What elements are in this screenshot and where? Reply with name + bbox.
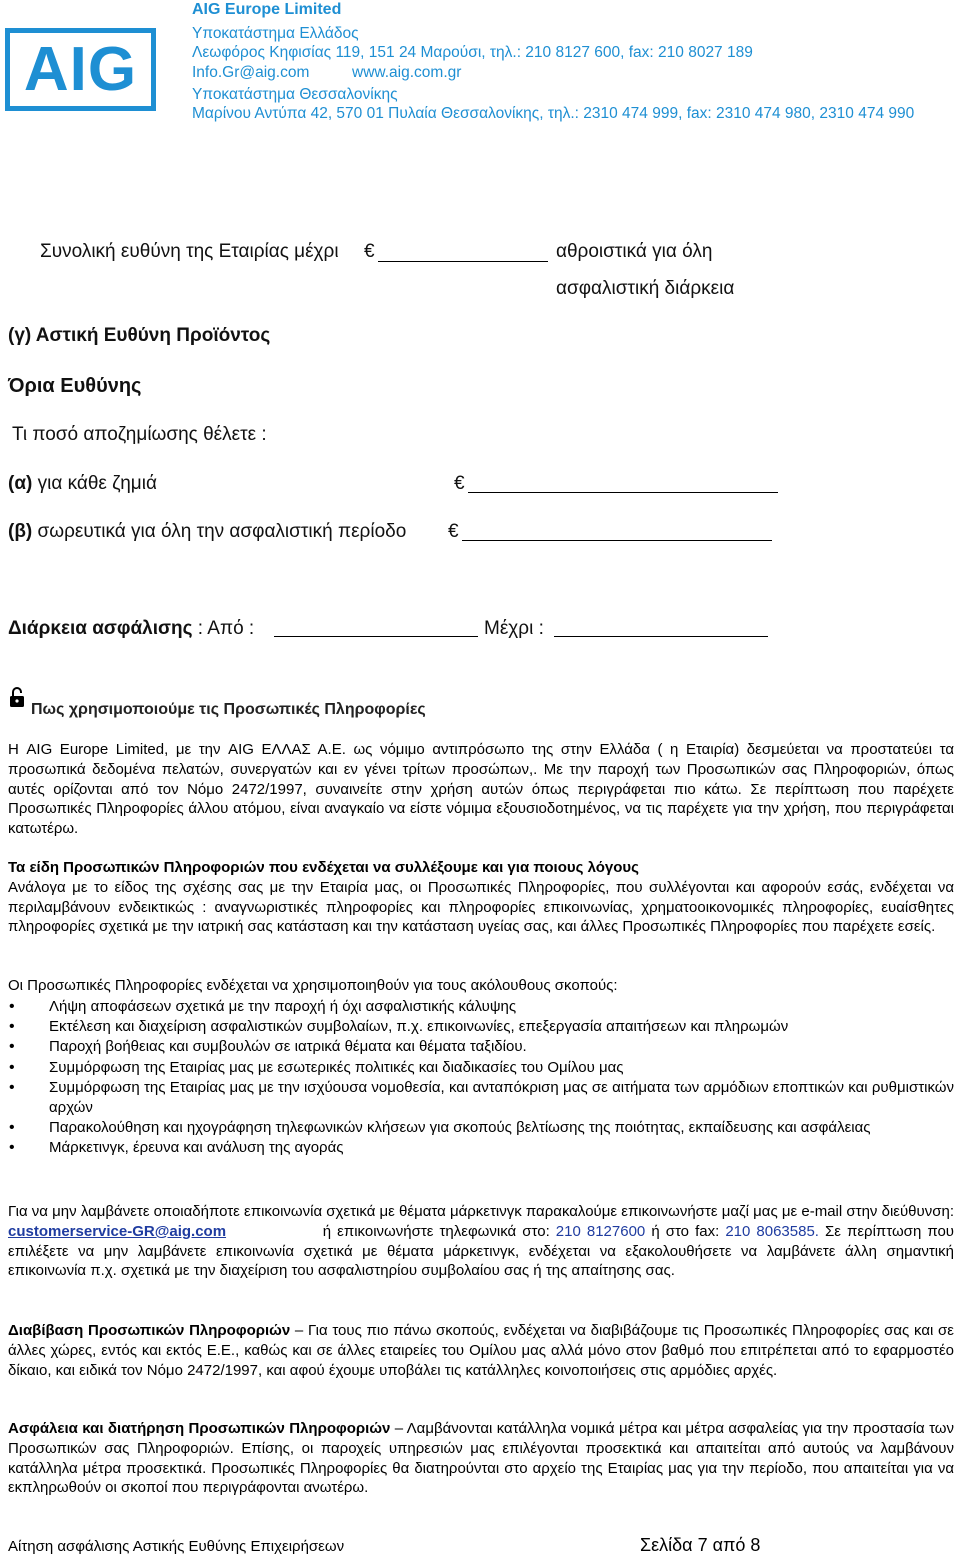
security-heading: Ασφάλεια και διατήρηση Προσωπικών Πληροφοριών: [8, 1420, 391, 1437]
customer-service-email-link[interactable]: customerservice-GR@aig.com: [8, 1222, 227, 1240]
list-item: • Συμμόρφωση της Εταιρίας μας με εσωτερικές πολιτικές και διαδικασίες του Ομίλου μας: [8, 1058, 954, 1078]
company-name: AIG Europe Limited: [192, 1, 342, 18]
privacy-intro: Η AIG Europe Limited, με την AIG ΕΛΛΑΣ Α.Ε. ως νόμιμο αντιπρόσωπο της στην Ελλάδα ( η Εταιρία) δεσμεύεται να προστατεύει τα προσωπικά δεδομένα πελατών, συνεργατών και εν γένει τρίτων προσώπων,. Με την παροχή των Προσωπικών σας Πληροφοριών, όπως αυτές ορίζονται από τον Νόμο 2472/1997, συναινείτε στην χρήση αυτών όπως περιγράφεται πιο κάτω. Σε περίπτωση που παρέχετε Προσωπικές Πληροφορίες άλλου ατόμου, είναι αναγκαίο να είστε νόμιμα εξουσιοδοτημένος, να τις παρέχετε για την χρήση, που περιγράφεται κατωτέρω.: [8, 741, 954, 838]
address-athens: Λεωφόρος Κηφισίας 119, 151 24 Μαρούσι, τηλ.: 210 8127 600, fax: 210 8027 189: [192, 44, 753, 61]
list-item: • Λήψη αποφάσεων σχετικά με την παροχή ή όχι ασφαλιστικής κάλυψης: [8, 997, 954, 1017]
privacy-title: Πως χρησιμοποιούμε τις Προσωπικές Πληροφορίες: [31, 701, 426, 718]
section-c-title: (γ) Αστική Ευθύνη Προϊόντος: [8, 325, 271, 346]
euro-symbol: €: [448, 521, 459, 542]
purposes-list: [8, 997, 954, 1159]
types-heading: Τα είδη Προσωπικών Πληροφοριών που ενδέχεται να συλλέξουμε και για ποιους λόγους: [8, 859, 639, 876]
aig-logo-text: AIG: [23, 34, 138, 104]
footer-doc-title: Αίτηση ασφάλισης Αστικής Ευθύνης Επιχειρήσεων: [8, 1538, 345, 1555]
to-date-field[interactable]: [554, 616, 768, 637]
marketing-paragraph: Για να μην λαμβάνετε οποιαδήποτε επικοινωνία σχετικά με θέματα μάρκετινγκ παρακαλούμε επικοινωνήστε μαζί μας με e-mail στην διεύθυνση: customerservice-GR@aig.com ή επικοινωνήστε τηλεφωνικά στο: 210 8127600 ή στο fax: 210 8063585. Σε περίπτωση που επιλέξετε να μην λαμβάνετε επικοινωνία σχετικά με θέματα μάρκετινγκ, ενδέχεται να εξακολουθήσετε να λαμβάνετε άλλη σημαντική επικοινωνία π.χ. σχετικά με την διαχείριση του ασφαλιστηρίου συμβολαίου σας ή της απαίτησης σας.: [8, 1203, 959, 1280]
cumulative-field[interactable]: [462, 520, 772, 541]
footer-page-number: Σελίδα 7 από 8: [640, 1535, 761, 1555]
list-item: • Συμμόρφωση της Εταιρίας μας με την ισχύουσα νομοθεσία, και ανταπόκριση μας σε αιτήματα των αρμόδιων εποπτικών και ρυθμιστικών αρχών: [8, 1078, 954, 1118]
limits-title: Όρια Ευθύνης: [8, 375, 142, 397]
list-item: • Εκτέλεση και διαχείριση ασφαλιστικών συμβολαίων, π.χ. επικοινωνίες, επεξεργασία απαιτήσεων και πληρωμών: [8, 1017, 954, 1037]
website-link[interactable]: www.aig.com.gr: [352, 64, 462, 81]
euro-symbol: €: [454, 473, 465, 494]
types-section: [8, 858, 954, 937]
branch-greece: Υποκατάστημα Ελλάδος: [192, 25, 359, 42]
transfer-heading: Διαβίβαση Προσωπικών Πληροφοριών: [8, 1322, 291, 1339]
email-link[interactable]: Info.Gr@aig.com: [192, 64, 310, 81]
from-date-field[interactable]: [274, 616, 478, 637]
total-liability-field[interactable]: [378, 241, 548, 262]
marketing-fax: 210 8063585.: [725, 1222, 819, 1240]
to-label: Μέχρι :: [484, 618, 544, 639]
marketing-phone: 210 8127600: [555, 1222, 646, 1240]
list-item: • Παρακολούθηση και ηχογράφηση τηλεφωνικών κλήσεων για σκοπούς βελτίωσης της ποιότητας, εκπαίδευσης και ασφάλειας: [8, 1118, 954, 1138]
transfer-paragraph: Διαβίβαση Προσωπικών Πληροφοριών – Για τους πιο πάνω σκοπούς, ενδέχεται να διαβιβάζουμε τις Προσωπικές Πληροφορίες σας και σε άλλες χώρες, εντός και εκτός Ε.Ε., καθώς και σε άλλες εταιρείες του Ομίλου μας αλλά μόνο στον βαθμό που επιτρέπεται από το εφαρμοστέο δίκαιο, και ειδικά τον Νόμο 2472/1997, και αφού έχουμε υποβάλει τις κατάλληλες κοινοποιήσεις στις αρμόδιες αρχές.: [8, 1322, 954, 1379]
compensation-question: Τι ποσό αποζημίωσης θέλετε :: [12, 424, 267, 445]
per-claim-field[interactable]: [468, 472, 778, 493]
aggregate-label-2: ασφαλιστική διάρκεια: [556, 278, 735, 299]
purposes-intro: Οι Προσωπικές Πληροφορίες ενδέχεται να χρησιμοποιηθούν για τους ακόλουθους σκοπούς:: [8, 977, 618, 994]
euro-symbol: €: [364, 241, 375, 262]
cumulative-label: (β) σωρευτικά για όλη την ασφαλιστική περίοδο: [8, 521, 407, 542]
aig-logo: [5, 28, 156, 111]
total-liability-label: Συνολική ευθύνη της Εταιρίας μέχρι: [40, 241, 339, 262]
types-text: Ανάλογα με το είδος της σχέσης σας με την Εταιρία μας, οι Προσωπικές Πληροφορίες, που συλλέγονται και αφορούν εσάς, ενδέχεται να περιλαμβάνουν ενδεικτικώς : αναγνωριστικές πληροφορίες και πληροφορίες επικοινωνίας, χρηματοοικονομικές πληροφορίες, ευαίσθητες πληροφορίες σχετικά με την ιατρική σας κατάσταση και την κατάσταση υγείας σας, και άλλες Προσωπικές Πληροφορίες που παρέχετε εσείς.: [8, 878, 954, 936]
aggregate-label: αθροιστικά για όλη: [556, 241, 713, 262]
address-thessaloniki: Μαρίνου Αντύπα 42, 570 01 Πυλαία Θεσσαλονίκης, τηλ.: 2310 474 999, fax: 2310 474 980, 2310 474 990: [192, 105, 915, 122]
padlock-icon: [9, 686, 25, 708]
duration-row: Διάρκεια ασφάλισης : Από :: [8, 618, 255, 639]
list-item: • Μάρκετινγκ, έρευνα και ανάλυση της αγοράς: [8, 1138, 954, 1158]
contact-line: [192, 63, 461, 83]
list-item: • Παροχή βοήθειας και συμβουλών σε ιατρικά θέματα και θέματα ταξιδίου.: [8, 1037, 954, 1057]
per-claim-label: (α) για κάθε ζημιά: [8, 473, 157, 494]
security-paragraph: Ασφάλεια και διατήρηση Προσωπικών Πληροφοριών – Λαμβάνονται κατάλληλα νομικά μέτρα και μέτρα ασφαλείας για την προστασία των Προσωπικών σας Πληροφοριών. Επίσης, οι παροχείς υπηρεσιών μας επιλέγονται προσεκτικά και απαιτείται από αυτούς να λαμβάνουν κατάλληλα μέτρα προσεκτικά. Προσωπικές Πληροφορίες θα διατηρούνται στο αρχείο της Εταιρίας μας για την περίοδο, που απαιτείται για να εκπληρωθούν οι σκοποί που περιγράφονται ανωτέρω.: [8, 1420, 955, 1497]
branch-thessaloniki: Υποκατάστημα Θεσσαλονίκης: [192, 86, 398, 103]
